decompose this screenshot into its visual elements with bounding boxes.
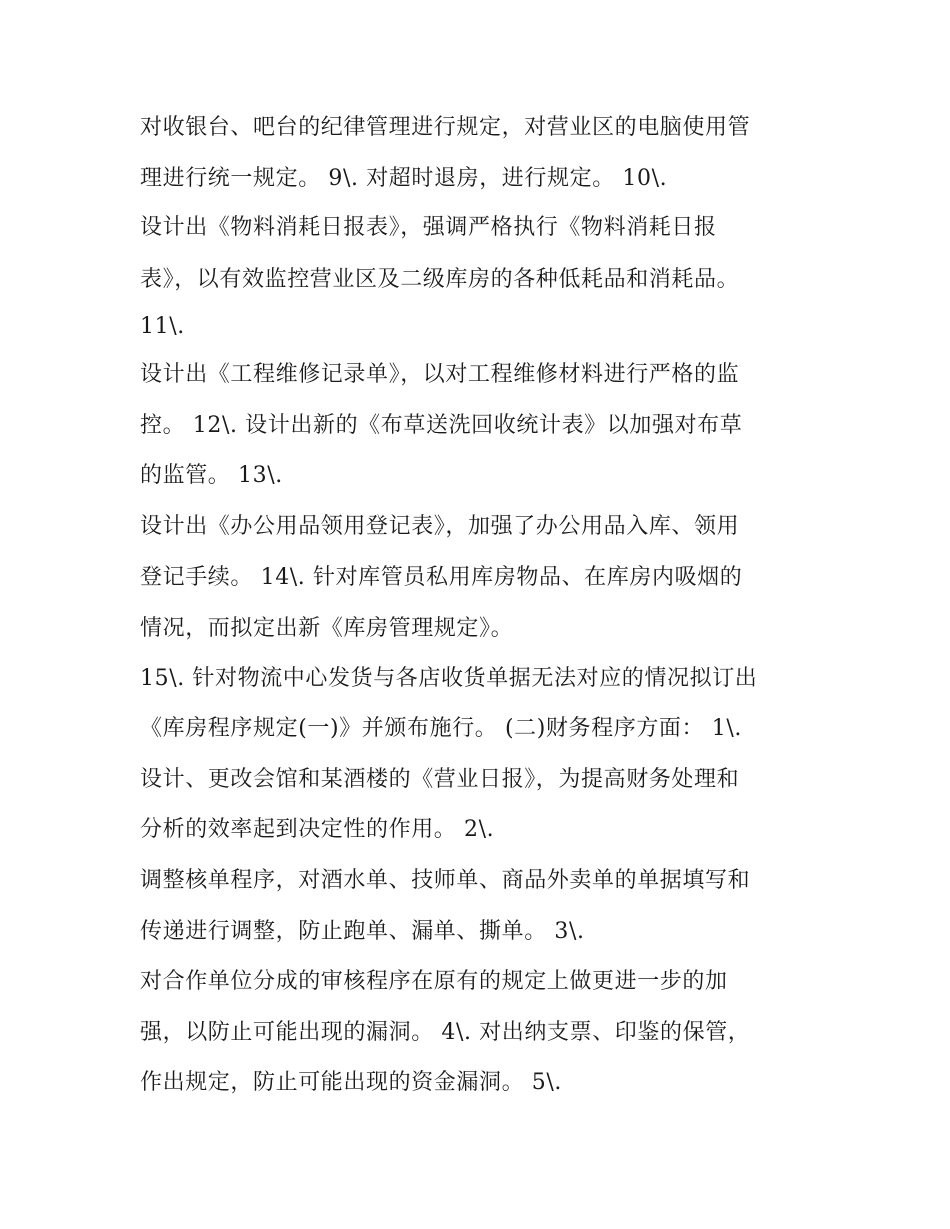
text-line: 理进行统一规定。 9\. 对超时退房，进行规定。 10\.: [140, 166, 668, 191]
text-line: 作出规定，防止可能出现的资金漏洞。 5\.: [140, 1070, 562, 1095]
text-line: 控。 12\. 设计出新的《布草送洗回收统计表》以加强对布草: [140, 413, 743, 438]
text-line: 设计出《办公用品领用登记表》，加强了办公用品入库、领用: [140, 514, 740, 539]
text-line: 的监管。 13\.: [140, 463, 283, 488]
text-line: 对合作单位分成的审核程序在原有的规定上做更进一步的加: [140, 969, 728, 994]
text-line: 登记手续。 14\. 针对库管员私用库房物品、在库房内吸烟的: [140, 565, 743, 590]
text-line: 15\. 针对物流中心发货与各店收货单据无法对应的情况拟订出: [140, 666, 758, 691]
text-line: 表》，以有效监控营业区及二级库房的各种低耗品和消耗品。: [140, 267, 740, 292]
text-line: 调整核单程序，对酒水单、技师单、商品外卖单的单据填写和: [140, 868, 751, 893]
text-line: 分析的效率起到决定性的作用。 2\.: [140, 817, 495, 842]
text-line: 11\.: [140, 314, 185, 339]
text-line: 《库房程序规定(一)》并颁布施行。 (二)财务程序方面： 1\.: [140, 716, 742, 741]
text-line: 传递进行调整，防止跑单、漏单、撕单。 3\.: [140, 919, 585, 944]
text-line: 强，以防止可能出现的漏洞。 4\. 对出纳支票、印鉴的保管，: [140, 1020, 751, 1045]
text-line: 设计出《工程维修记录单》，以对工程维修材料进行严格的监: [140, 362, 740, 387]
text-line: 设计出《物料消耗日报表》，强调严格执行《物料消耗日报: [140, 215, 717, 240]
text-line: 情况，而拟定出新《库房管理规定》。: [140, 616, 514, 641]
text-line: 对收银台、吧台的纪律管理进行规定，对营业区的电脑使用管: [140, 115, 751, 140]
text-line: 设计、更改会馆和某酒楼的《营业日报》，为提高财务处理和: [140, 767, 740, 792]
